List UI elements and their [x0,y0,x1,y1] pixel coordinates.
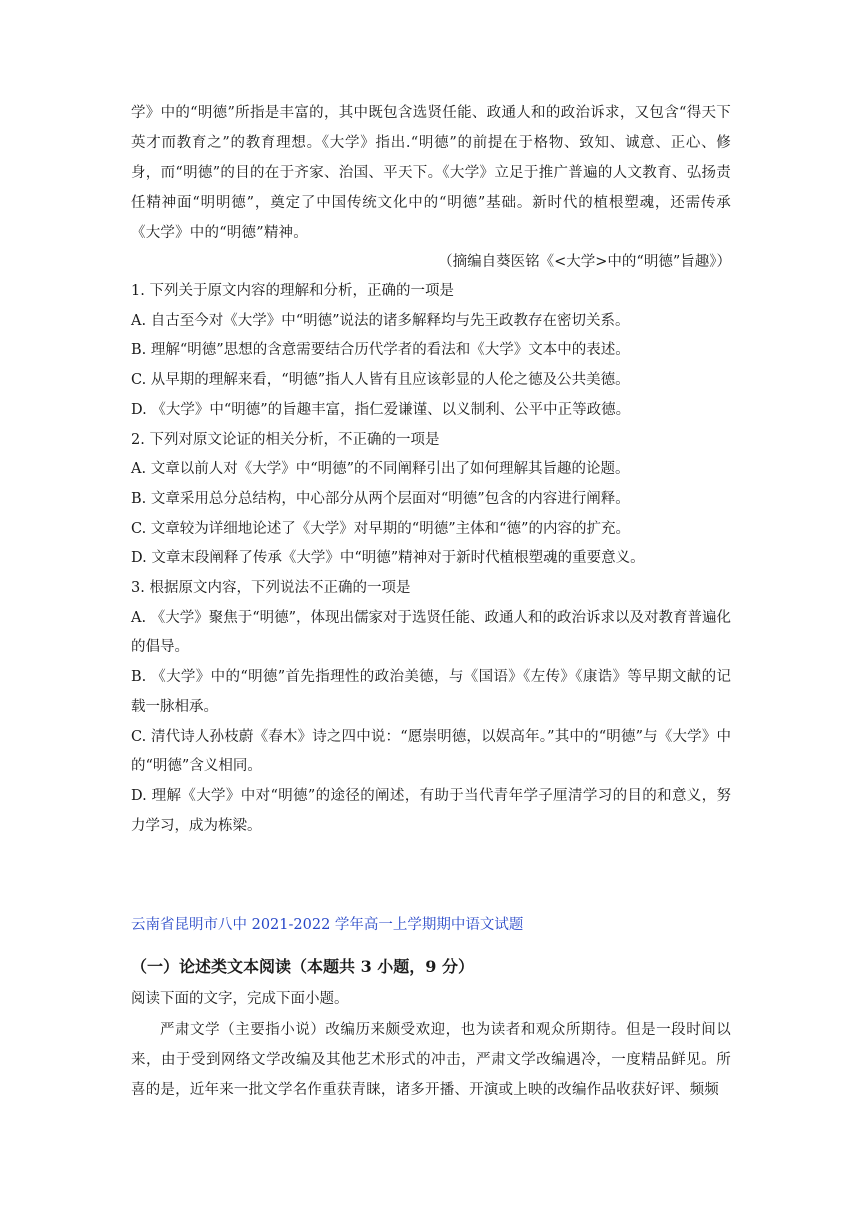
question-option: A. 文章以前人对《大学》中“明德”的不同阐释引出了如何理解其旨趣的论题。 [131,461,630,478]
question-option: A. 《大学》聚焦于“明德”，体现出儒家对于选贤任能、政通人和的政治诉求以及对教育普遍化的倡导。 [131,609,732,656]
question-option: C. 清代诗人孙枝蔚《春木》诗之四中说：“愿崇明德，以娱高年。”其中的“明德”与《大学》中的“明德”含义相同。 [131,728,731,775]
question-stem: 1. 下列关于原文内容的理解和分析，正确的一项是 [131,283,454,299]
question-stem: 3. 根据原文内容，下列说法不正确的一项是 [131,580,411,597]
instruction-text: 阅读下面的文字，完成下面小题。 [131,991,349,1007]
source-citation: （摘编自葵医铭《<大学>中的“明德”旨趣》） [438,254,731,270]
question-option: B. 《大学》中的“明德”首先指理性的政治美德，与《国语》《左传》《康诰》等早期文献的记载一脉相承。 [131,669,731,715]
question-option: A. 自古至今对《大学》中“明德”说法的诸多解释均与先王政教存在密切关系。 [131,312,630,329]
question-option: B. 文章采用总分总结构，中心部分从两个层面对“明德”包含的内容进行阐释。 [131,490,630,507]
question-option: B. 理解“明德”思想的含意需要结合历代学者的看法和《大学》文本中的表述。 [131,342,630,359]
question-option: C. 从早期的理解来看，“明德”指人人皆有且应该彰显的人伦之德及公共美德。 [131,372,630,389]
source-link[interactable]: 云南省昆明市八中 2021-2022 学年高一上学期期中语文试题 [131,917,524,933]
question-option: D. 理解《大学》中对“明德”的途径的阐述，有助于当代青年学子厘清学习的目的和意义，努力学习，成为栋梁。 [131,787,731,834]
section-heading: （一）论述类文本阅读（本题共 3 小题，9 分） [131,957,474,976]
intro-paragraph: 学》中的“明德”所指是丰富的，其中既包含选贤任能、政通人和的政治诉求，又包含“得天下英才而教育之”的教育理想。《大学》指出.“明德”的前提在于格物、致知、诚意、正心、修身，而“明德”的目的在于齐家、治国、平天下。《大学》立足于推广普遍的人文教育、弘扬责任精神面“明明德”，奠定了中国传统文化中的“明德”基础。新时代的植根塑魂，还需传承《大学》中的“明德”精神。 [131,105,731,241]
question-option: D. 《大学》中“明德”的旨趣丰富，指仁爱谦谨、以义制利、公平中正等政德。 [131,401,631,418]
question-list [131,277,731,841]
question-option: D. 文章末段阐释了传承《大学》中“明德”精神对于新时代植根塑魂的重要意义。 [131,550,645,567]
question-stem: 2. 下列对原文论证的相关分析，不正确的一项是 [131,431,440,448]
reading-passage: 严肃文学（主要指小说）改编历来颇受欢迎，也为读者和观众所期待。但是一段时间以来，由于受到网络文学改编及其他艺术形式的冲击，严肃文学改编遇冷，一度精品鲜见。所喜的是，近年来一批文学名作重获青睐，诸多开播、开演或上映的改编作品收获好评、频频 [131,1022,731,1098]
question-option: C. 文章较为详细地论述了《大学》对早期的“明德”主体和“德”的内容的扩充。 [131,520,630,537]
